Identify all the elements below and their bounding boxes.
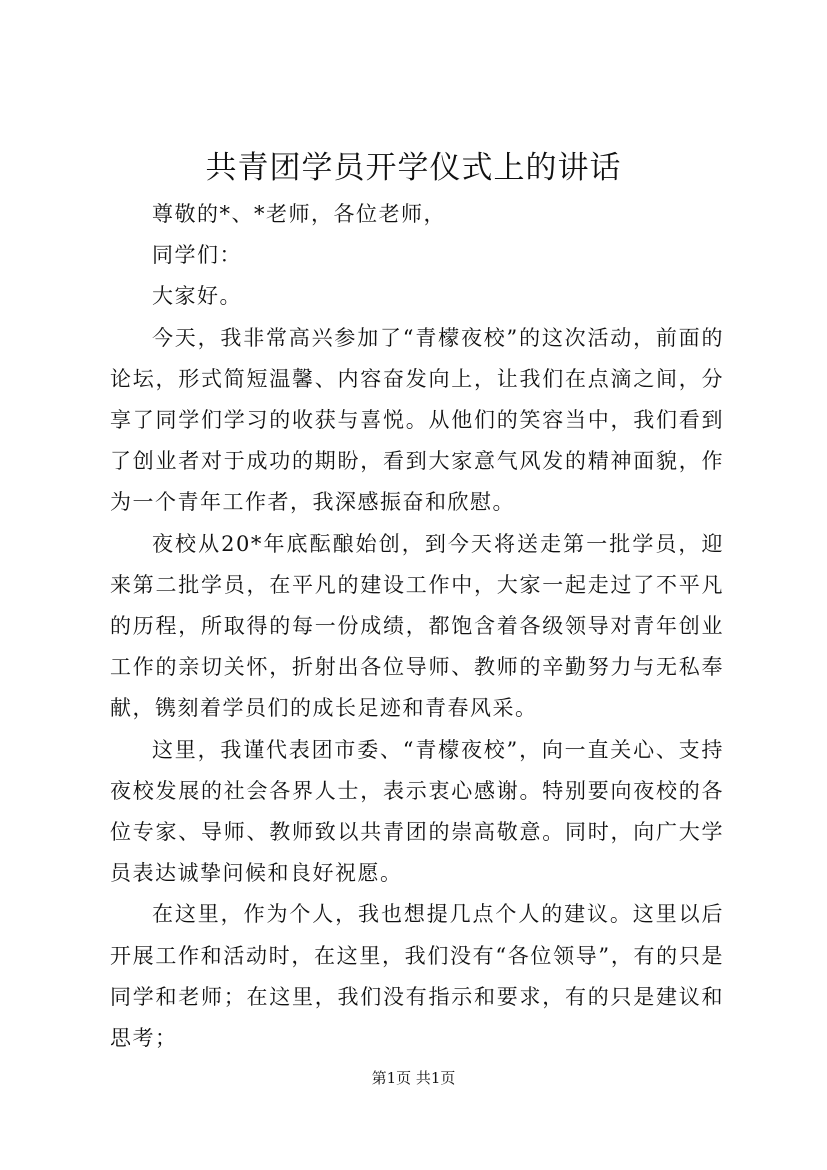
body-paragraph: 在这里，作为个人，我也想提几点个人的建议。这里以后开展工作和活动时，在这里，我们没有“各位领导”，有的只是同学和老师；在这里，我们没有指示和要求，有的只是建议和思考； [110, 902, 724, 1051]
page-footer: 第1页 共1页 [371, 1069, 456, 1087]
document-body [110, 194, 724, 1059]
document-title: 共青团学员开学仪式上的讲话 [205, 150, 622, 186]
salutation-paragraph: 同学们： [152, 243, 242, 268]
body-paragraph: 今天，我非常高兴参加了“青檬夜校”的这次活动，前面的论坛，形式简短温馨、内容奋发向上，让我们在点滴之间，分享了同学们学习的收获与喜悦。从他们的笑容当中，我们看到了创业者对于成功的期盼，看到大家意气风发的精神面貌，作为一个青年工作者，我深感振奋和欣慰。 [110, 325, 724, 515]
body-paragraph: 夜校从20*年底酝酿始创，到今天将送走第一批学员，迎来第二批学员，在平凡的建设工作中，大家一起走过了不平凡的历程，所取得的每一份成绩，都饱含着各级领导对青年创业工作的亲切关怀，折射出各位导师、教师的辛勤努力与无私奉献，镌刻着学员们的成长足迹和青春风采。 [110, 531, 724, 721]
body-paragraph: 这里，我谨代表团市委、“青檬夜校”，向一直关心、支持夜校发展的社会各界人士，表示衷心感谢。特别要向夜校的各位专家、导师、教师致以共青团的崇高敬意。同时，向广大学员表达诚挚问候和良好祝愿。 [110, 737, 724, 886]
greeting-paragraph: 大家好。 [152, 284, 242, 309]
salutation-paragraph: 尊敬的*、*老师，各位老师， [152, 202, 446, 226]
